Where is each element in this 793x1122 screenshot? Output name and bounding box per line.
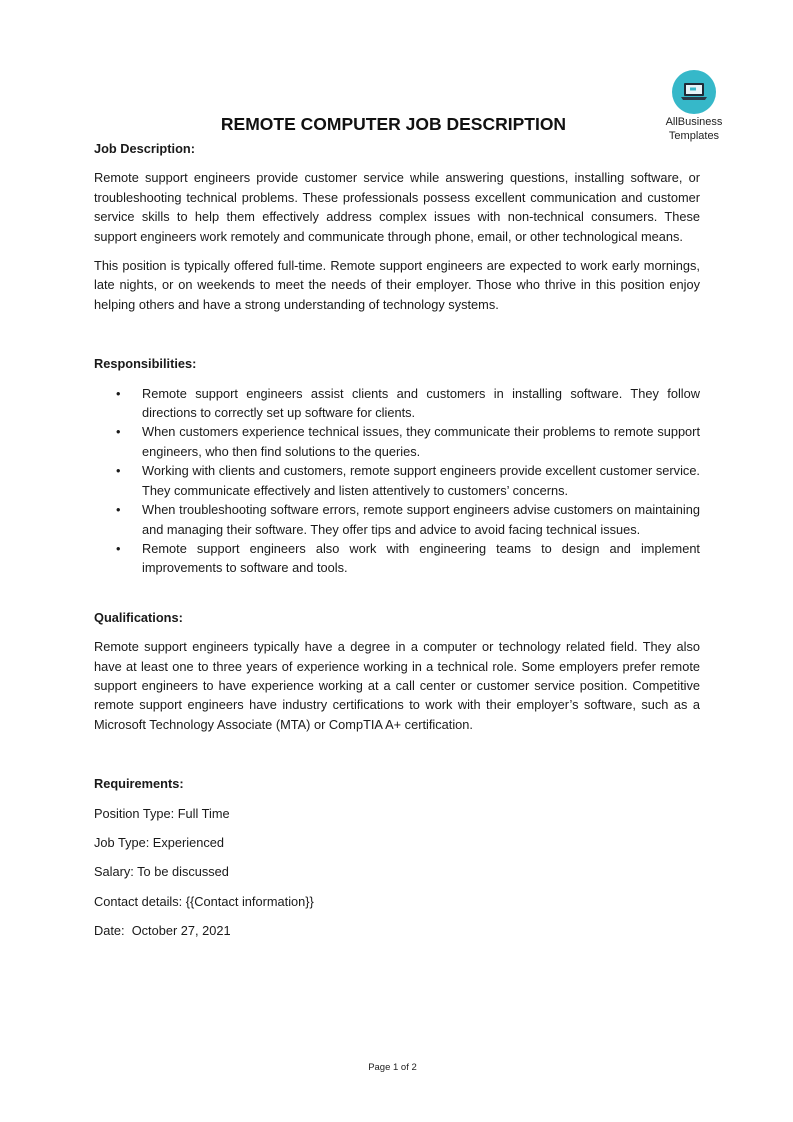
bullet-icon: •	[116, 540, 121, 556]
bullet-icon: •	[116, 502, 121, 518]
list-item: • When troubleshooting software errors, remote support engineers advise customers on maintaining and managing their software. They offer tips and advice to avoid facing technical issues.	[116, 502, 700, 537]
bullet-icon: •	[116, 424, 121, 440]
job-description-heading: Job Description:	[94, 141, 195, 156]
contact-details: Contact details: {{Contact information}}	[94, 893, 314, 909]
document-body	[94, 139, 700, 941]
bullet-icon: •	[116, 463, 121, 479]
job-description-paragraph-2: This position is typically offered full-time. Remote support engineers are expected to work early mornings, late nights, or on weekends to meet the needs of their employer. Those who thrive in this position enjoy helping others and have a strong understanding of technology systems.	[94, 258, 700, 312]
responsibilities-list	[94, 384, 700, 578]
qualifications-paragraph: Remote support engineers typically have a degree in a computer or technology related field. They also have at least one to three years of experience working in a technical role. Some employers prefer remote support engineers to have experience working at a call center or customer service position. Competitive remote support engineers have industry certifications to work with their employer’s software, such as a Microsoft Technology Associate (MTA) or CompTIA A+ certification.	[94, 639, 700, 732]
list-item: • Remote support engineers assist clients and customers in installing software. They follow directions to correctly set up software for clients.	[116, 385, 700, 421]
job-description-paragraph-1: Remote support engineers provide customer service while answering questions, installing software, or troubleshooting technical problems. These professionals possess excellent communication and customer service skills to help them effectively address complex issues with non-technical consumers. These support engineers work remotely and communicate through phone, email, or other technological means.	[94, 170, 700, 244]
position-type: Position Type: Full Time	[94, 805, 230, 821]
responsibilities-heading: Responsibilities:	[94, 356, 197, 372]
page-number: Page 1 of 2	[368, 1062, 417, 1073]
list-item: • Working with clients and customers, remote support engineers provide excellent customer service. They communicate effectively and listen attentively to customers’ concerns.	[116, 463, 700, 498]
logo-text-line1: AllBusiness	[665, 116, 723, 128]
date: Date: October 27, 2021	[94, 923, 231, 939]
logo-text-line2: Templates	[668, 130, 720, 142]
list-item: • Remote support engineers also work with engineering teams to design and implement improvements to software and tools.	[116, 540, 700, 576]
laptop-icon	[672, 70, 716, 114]
job-type: Job Type: Experienced	[94, 834, 224, 850]
list-item: • When customers experience technical issues, they communicate their problems to remote support engineers, who then find solutions to the queries.	[116, 424, 700, 459]
bullet-icon: •	[116, 385, 121, 401]
requirements-heading: Requirements:	[94, 776, 184, 792]
salary: Salary: To be discussed	[94, 864, 229, 880]
qualifications-heading: Qualifications:	[94, 609, 183, 625]
document-title: REMOTE COMPUTER JOB DESCRIPTION	[220, 114, 567, 134]
